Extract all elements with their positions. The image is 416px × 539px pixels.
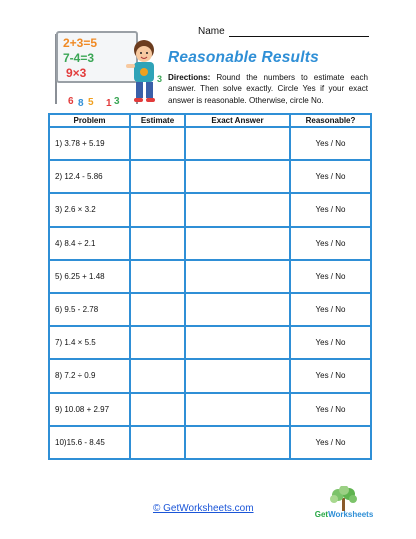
table-row	[49, 193, 371, 226]
reasonable-choice[interactable]: Yes / No	[290, 426, 371, 459]
reasonable-choice[interactable]: Yes / No	[290, 293, 371, 326]
exact-answer-cell[interactable]	[185, 359, 290, 392]
header-estimate: Estimate	[130, 114, 185, 127]
name-field[interactable]	[198, 26, 369, 37]
estimate-cell[interactable]	[130, 227, 185, 260]
exact-answer-cell[interactable]	[185, 193, 290, 226]
svg-text:1: 1	[106, 98, 112, 108]
reasonable-choice[interactable]: Yes / No	[290, 227, 371, 260]
exact-answer-cell[interactable]	[185, 227, 290, 260]
estimate-cell[interactable]	[130, 359, 185, 392]
table-row	[49, 293, 371, 326]
table-row	[49, 393, 371, 426]
svg-text:7-4=3: 7-4=3	[63, 51, 95, 65]
reasonable-choice[interactable]: Yes / No	[290, 326, 371, 359]
problem-cell: 6) 9.5 - 2.78	[49, 293, 130, 326]
exact-answer-cell[interactable]	[185, 260, 290, 293]
header-exact-answer: Exact Answer	[185, 114, 290, 127]
table-row	[49, 359, 371, 392]
exact-answer-cell[interactable]	[185, 393, 290, 426]
exact-answer-cell[interactable]	[185, 127, 290, 160]
estimate-cell[interactable]	[130, 193, 185, 226]
reasonable-choice[interactable]: Yes / No	[290, 260, 371, 293]
table-row	[49, 426, 371, 459]
logo-text-worksheets: Worksheets	[328, 510, 374, 519]
logo-wordmark	[314, 510, 374, 519]
name-underline[interactable]	[229, 27, 369, 37]
estimate-cell[interactable]	[130, 127, 185, 160]
problems-table	[48, 113, 372, 460]
svg-text:2+3=5: 2+3=5	[63, 36, 98, 50]
table-row	[49, 127, 371, 160]
svg-text:3: 3	[114, 96, 120, 107]
estimate-cell[interactable]	[130, 293, 185, 326]
estimate-cell[interactable]	[130, 393, 185, 426]
reasonable-choice[interactable]: Yes / No	[290, 160, 371, 193]
name-label: Name	[198, 26, 225, 37]
svg-text:9×3: 9×3	[66, 66, 87, 80]
estimate-cell[interactable]	[130, 160, 185, 193]
table-row	[49, 326, 371, 359]
getworksheets-link[interactable]: © GetWorksheets.com	[153, 503, 254, 514]
header-problem: Problem	[49, 114, 130, 127]
directions-text	[168, 72, 368, 106]
estimate-cell[interactable]	[130, 326, 185, 359]
reasonable-choice[interactable]: Yes / No	[290, 393, 371, 426]
problem-cell: 3) 2.6 × 3.2	[49, 193, 130, 226]
svg-text:3: 3	[157, 74, 163, 84]
reasonable-choice[interactable]: Yes / No	[290, 127, 371, 160]
estimate-cell[interactable]	[130, 260, 185, 293]
header-reasonable: Reasonable?	[290, 114, 371, 127]
exact-answer-cell[interactable]	[185, 293, 290, 326]
table-header-row	[49, 114, 371, 127]
table-row	[49, 160, 371, 193]
problem-cell: 8) 7.2 ÷ 0.9	[49, 359, 130, 392]
svg-text:8: 8	[78, 98, 84, 108]
svg-text:5: 5	[88, 97, 94, 108]
problem-cell: 9) 10.08 + 2.97	[49, 393, 130, 426]
exact-answer-cell[interactable]	[185, 426, 290, 459]
table-row	[49, 260, 371, 293]
problem-cell: 1) 3.78 + 5.19	[49, 127, 130, 160]
worksheet-title: Reasonable Results	[168, 49, 319, 66]
exact-answer-cell[interactable]	[185, 160, 290, 193]
math-chalkboard-kid-illustration	[46, 30, 164, 108]
reasonable-choice[interactable]: Yes / No	[290, 359, 371, 392]
directions-label: Directions:	[168, 73, 211, 82]
table-row	[49, 227, 371, 260]
exact-answer-cell[interactable]	[185, 326, 290, 359]
logo-text-get: Get	[314, 510, 329, 519]
estimate-cell[interactable]	[130, 426, 185, 459]
problem-cell: 4) 8.4 ÷ 2.1	[49, 227, 130, 260]
directions-body: Round the numbers to estimate each answer. Then solve exactly. Circle Yes if your exact answer is reasonable. Otherwise, circle No.	[168, 73, 368, 105]
problem-cell: 2) 12.4 - 5.86	[49, 160, 130, 193]
tree-logo-icon	[314, 486, 374, 512]
problem-cell: 7) 1.4 × 5.5	[49, 326, 130, 359]
reasonable-choice[interactable]: Yes / No	[290, 193, 371, 226]
svg-text:6: 6	[68, 96, 74, 107]
problem-cell: 10)15.6 - 8.45	[49, 426, 130, 459]
getworksheets-logo	[314, 486, 374, 528]
problem-cell: 5) 6.25 + 1.48	[49, 260, 130, 293]
